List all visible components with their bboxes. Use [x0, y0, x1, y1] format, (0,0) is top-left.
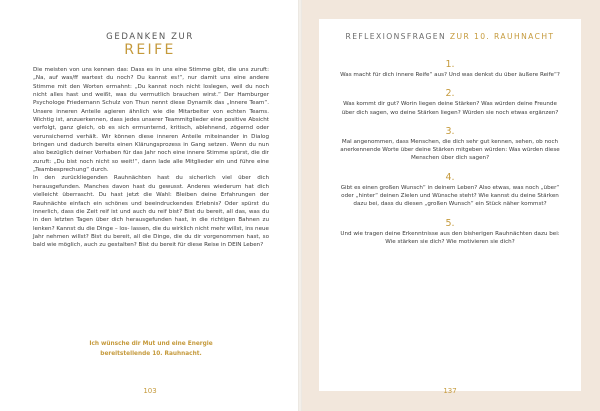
question-text: Gibt es einen großen Wunsch“ in deinem Leben? Also etwas, was noch „über“ oder „hinter“ deinen Zielen und Wünsche steht? Wie kannst du deine Stärken dazu bei, dass du diesen „großen Wunsch“ ein Stück näher kommst?	[340, 184, 560, 208]
question-number: 1.	[445, 59, 455, 70]
question-item	[319, 218, 581, 247]
question-text: Was macht für dich innere Reife“ aus? Und was denkst du über äußere Reife“?	[340, 72, 560, 78]
right-page	[302, 0, 600, 411]
right-page-number: 137	[443, 387, 457, 395]
question-number: 3.	[445, 125, 455, 137]
question-item	[319, 172, 581, 209]
left-subheading: GEDANKEN ZUR	[106, 32, 194, 42]
left-title: REIFE	[124, 42, 176, 58]
closing-line-1: Ich wünsche dir Mut und eine Energie	[89, 341, 213, 347]
right-heading-prefix: REFLEXIONSFRAGEN	[345, 32, 447, 41]
closing-line-2: bereitstellende 10. Rauhnacht.	[100, 351, 202, 357]
right-heading	[319, 32, 581, 41]
left-page-number: 103	[143, 387, 157, 395]
question-number: 2.	[445, 88, 455, 100]
question-text: Und wie tragen deine Erkenntnisse aus den bisherigen Rauhnächten dazu bei: Wie stärken sie dich? Wie motivieren sie dich?	[340, 230, 560, 245]
question-item	[319, 59, 581, 79]
question-number: 5.	[445, 217, 455, 229]
reflection-card	[319, 19, 581, 395]
question-text: Was kommt dir gut? Worin liegen deine Stärken? Was würden deine Freunde über dich sagen, wo deine Stärken liegen? Würden sie noch etwas ergänzen?	[341, 101, 559, 116]
question-item	[319, 126, 581, 163]
question-number: 4.	[445, 171, 455, 183]
closing-wish	[33, 339, 269, 359]
right-heading-highlight: ZUR 10. RAUHNACHT	[449, 32, 555, 41]
left-body-text	[33, 66, 269, 250]
question-list	[319, 59, 581, 255]
body-paragraph-1: Die meisten von uns kennen das: Dass es in uns eine Stimme gibt, die uns zuruft: „Na, auf was/ff wartest du noch? Du kannst es!“, nur damit uns eine andere Stimme mit den Worten ermahnt: „Du kannst noch nicht loslegen, weil du noch nicht alles hast und weißt, was du vermutlich brauchen wirst.“ Der Hamburger Psychologe Friedemann Schulz von Thun nennt diese Dynamik das „Innere Team“. Unsere inneren Anteile agieren ähnlich wie die Mitarbeiter von echten Teams. Wichtig ist, anzuerkennen, dass jedes unserer Teammitglieder eine positive Absicht verfolgt, ganz gleich, ob es sich ermunternd, kritisch, ablehnend, zögernd oder verunsichernd verhält. Wir können diese inneren Anteile miteinander in Dialog bringen und dadurch bereits einen Klärungsprozess in Gang setzen. Wenn du nun also bezüglich deiner Vorhaben für das Jahr noch eine innere Stimme spürst, die dir zuruft: „Du bist noch nicht so weit!“, dann lade alle Mitglieder ein und führe eine „Teambesprechung“ durch.	[33, 67, 269, 174]
question-text: Mal angenommen, dass Menschen, die dich sehr gut kennen, sehen, ob noch anerkennende Worte über deine Stärken mitgeben würden: Was würden diese Menschen über dich sagen?	[340, 138, 560, 162]
body-paragraph-2: In den zurückliegenden Rauhnächten hast du sicherlich viel über dich herausgefunden. Manches davon hast du gewusst. Anderes wiederum hat dich vielleicht überrascht. Du hast jetzt die Wahl: Bleiben deine Erfahrungen der Rauhnächte einfach ein schönes und beeindruckendes Erlebnis? Oder spürst du innerlich, dass die Zeit reif ist und auch du reif bist? Bist du bereit, all das, was du in den letzten Tagen über dich herausgefunden hast, in die richtigen Bahnen zu lenken? Kannst du die Dinge – los- lassen, die du wirklich nicht mehr willst, ins neue Jahr nehmen willst? Bist du bereit, all die Dinge, die du dir vorgenommen hast, so bald wie möglich, auch zu gestalten? Bist du bereit für diese Reise in DEIN Leben?	[33, 175, 269, 249]
question-item	[319, 88, 581, 117]
